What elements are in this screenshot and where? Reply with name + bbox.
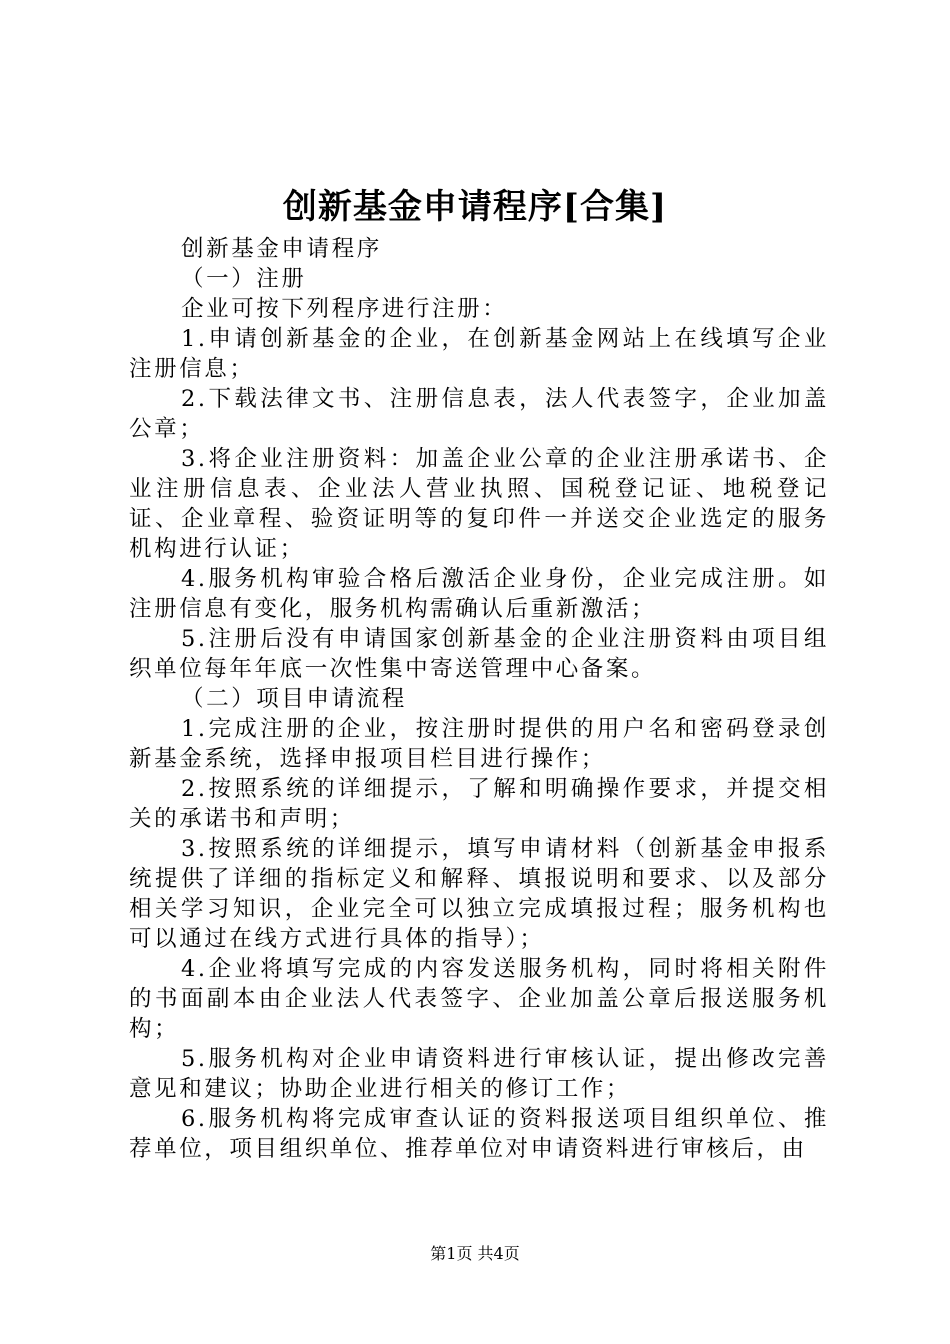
- page-number: 第1页 共4页: [430, 1244, 520, 1263]
- list-item: 2.下载法律文书、注册信息表，法人代表签字，企业加盖公章；: [129, 386, 829, 442]
- list-item: 1.完成注册的企业，按注册时提供的用户名和密码登录创新基金系统，选择申报项目栏目进行操作；: [129, 716, 829, 772]
- section-heading: （二）项目申请流程: [181, 686, 407, 712]
- document-body: [129, 234, 829, 1164]
- list-item: 4.企业将填写完成的内容发送服务机构，同时将相关附件的书面副本由企业法人代表签字、企业加盖公章后报送服务机构；: [129, 956, 829, 1042]
- list-item: 3.按照系统的详细提示，填写申请材料（创新基金申报系统提供了详细的指标定义和解释、填报说明和要求、以及部分相关学习知识，企业完全可以独立完成填报过程；服务机构也可以通过在线方式进行具体的指导）；: [129, 836, 829, 952]
- section-heading: （一）注册: [181, 266, 307, 292]
- list-item: 6.服务机构将完成审查认证的资料报送项目组织单位、推荐单位，项目组织单位、推荐单位对申请资料进行审核后，由: [129, 1106, 829, 1162]
- paragraph: 创新基金申请程序: [181, 236, 382, 262]
- list-item: 5.注册后没有申请国家创新基金的企业注册资料由项目组织单位每年年底一次性集中寄送管理中心备案。: [129, 626, 829, 682]
- paragraph: 企业可按下列程序进行注册：: [181, 296, 508, 322]
- list-item: 2.按照系统的详细提示，了解和明确操作要求，并提交相关的承诺书和声明；: [129, 776, 829, 832]
- list-item: 4.服务机构审验合格后激活企业身份，企业完成注册。如注册信息有变化，服务机构需确认后重新激活；: [129, 566, 829, 622]
- list-item: 3.将企业注册资料：加盖企业公章的企业注册承诺书、企业注册信息表、企业法人营业执照、国税登记证、地税登记证、企业章程、验资证明等的复印件一并送交企业选定的服务机构进行认证；: [129, 446, 829, 562]
- list-item: 1.申请创新基金的企业，在创新基金网站上在线填写企业注册信息；: [129, 326, 829, 382]
- document-title: 创新基金申请程序[合集]: [282, 187, 668, 227]
- list-item: 5.服务机构对企业申请资料进行审核认证，提出修改完善意见和建议；协助企业进行相关的修订工作；: [129, 1046, 829, 1102]
